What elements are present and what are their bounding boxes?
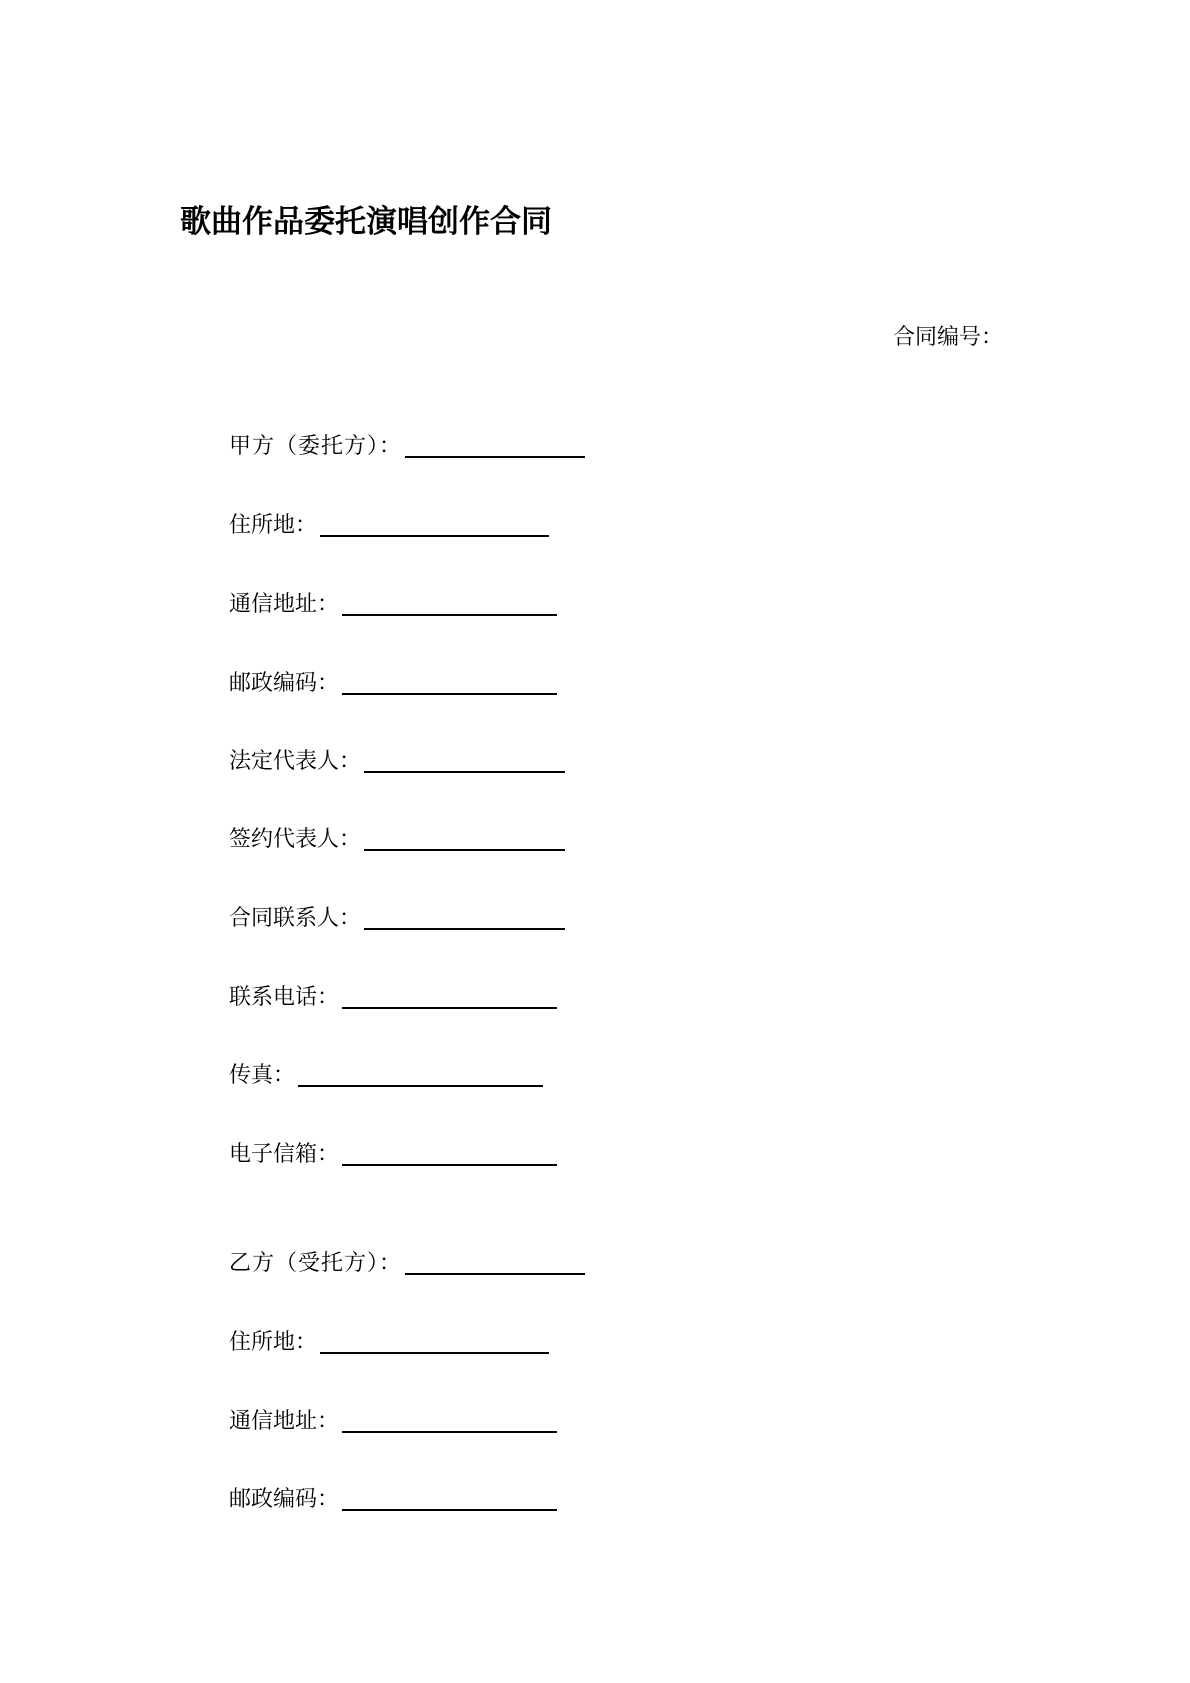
party-a-domicile-field [229,507,549,539]
party-a-email-field [229,1136,557,1168]
field-label: 联系电话： [229,985,340,1010]
field-label: 通信地址： [229,1409,340,1434]
document-title: 歌曲作品委托演唱创作合同 [180,204,552,240]
field-label: 邮政编码： [229,1487,340,1512]
party-b-address-field [229,1403,557,1435]
party-a-fax-field [229,1057,543,1089]
party-a-signing-rep-field [229,821,565,853]
party-a-postcode-field [229,665,557,697]
field-label: 合同联系人： [229,906,362,931]
party-b-name-blank[interactable] [405,1273,585,1275]
party-b-name-field [229,1245,585,1277]
party-a-address-field [229,586,557,618]
party-a-postcode-blank[interactable] [342,693,557,695]
field-label: 传真： [229,1063,296,1088]
party-a-domicile-blank[interactable] [320,535,549,537]
party-a-name-blank[interactable] [405,456,585,458]
party-b-domicile-field [229,1324,549,1356]
field-label: 电子信箱： [229,1142,340,1167]
field-label: 签约代表人： [229,827,362,852]
party-b-address-blank[interactable] [342,1431,557,1433]
party-a-email-blank[interactable] [342,1164,557,1166]
party-a-contact-field [229,900,565,932]
field-label: 住所地： [229,513,318,538]
party-b-domicile-blank[interactable] [320,1352,549,1354]
field-label: 甲方（委托方）： [229,434,403,459]
party-a-address-blank[interactable] [342,614,557,616]
contract-number-label: 合同编号： [893,325,1004,350]
party-a-phone-blank[interactable] [342,1007,557,1009]
field-label: 通信地址： [229,592,340,617]
party-a-phone-field [229,979,557,1011]
party-a-name-field [229,428,585,460]
field-label: 邮政编码： [229,671,340,696]
field-label: 住所地： [229,1330,318,1355]
party-a-fax-blank[interactable] [298,1085,543,1087]
party-a-contact-blank[interactable] [364,928,565,930]
party-b-postcode-field [229,1481,557,1513]
party-a-legal-rep-field [229,743,565,775]
field-label: 乙方（受托方）： [229,1251,403,1276]
party-b-postcode-blank[interactable] [342,1509,557,1511]
party-a-legal-rep-blank[interactable] [364,771,565,773]
party-a-signing-rep-blank[interactable] [364,849,565,851]
field-label: 法定代表人： [229,749,362,774]
